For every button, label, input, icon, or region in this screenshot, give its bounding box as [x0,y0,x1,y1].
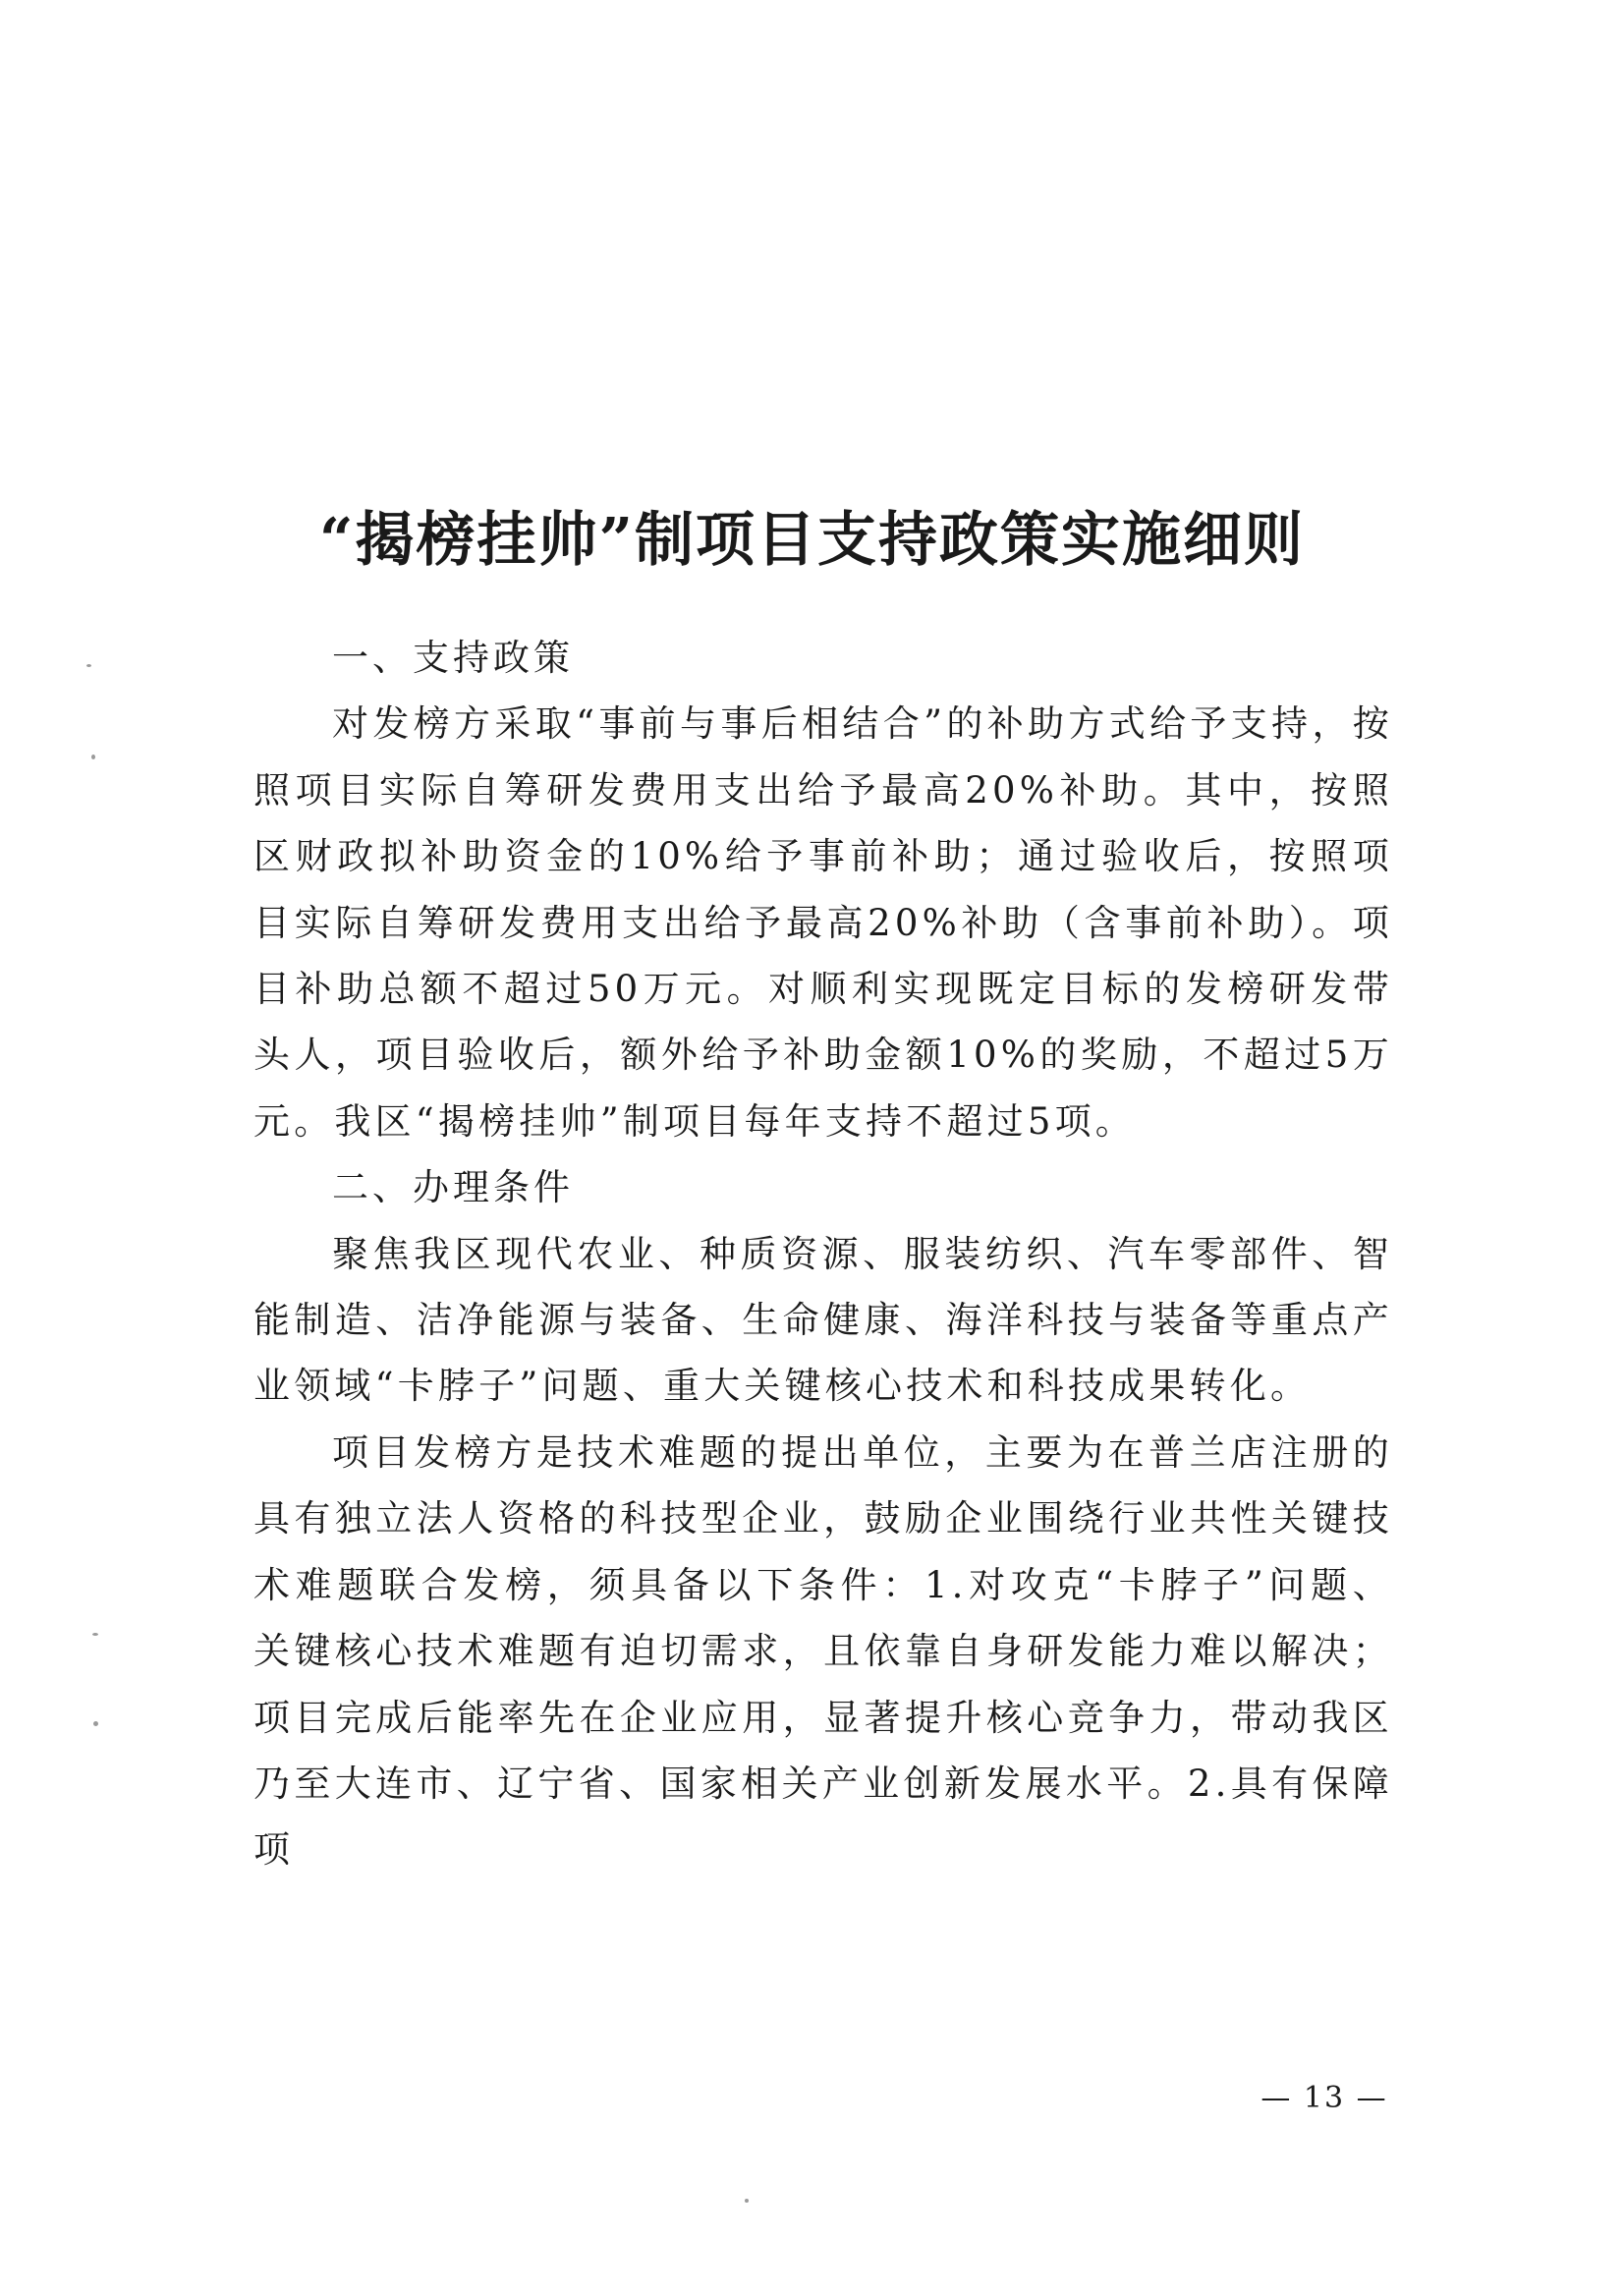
scan-speck [93,1721,98,1726]
page-number: — 13 — [1260,2081,1388,2115]
scan-speck [91,755,95,759]
scan-speck [745,2199,749,2203]
section-heading-policy: 一、支持政策 [332,637,574,679]
scan-speck [86,664,91,667]
paragraph-policy: 对发榜方采取“事前与事后相结合”的补助方式给予支持，按照项目实际自筹研发费用支出给予最高20%补助。其中，按照区财政拟补助资金的10%给予事前补助；通过验收后，按照项目实际自筹研发费用支出给予最高20%补助（含事前补助）。项目补助总额不超过50万元。对顺利实现既定目标的发榜研发带头人，项目验收后，额外给予补助金额10%的奖励，不超过5万元。我区“揭榜挂帅”制项目每年支持不超过5项。 [253,702,1393,1143]
scan-speck [92,1633,98,1636]
paragraph-focus-industries: 聚焦我区现代农业、种质资源、服装纺织、汽车零部件、智能制造、洁净能源与装备、生命健康、海洋科技与装备等重点产业领域“卡脖子”问题、重大关键核心技术和科技成果转化。 [253,1232,1393,1408]
section-heading-conditions: 二、办理条件 [332,1166,574,1209]
paragraph-issuer-requirements: 项目发榜方是技术难题的提出单位，主要为在普兰店注册的具有独立法人资格的科技型企业，鼓励企业围绕行业共性关键技术难题联合发榜，须具备以下条件：1.对攻克“卡脖子”问题、关键核心技术难题有迫切需求，且依靠自身研发能力难以解决；项目完成后能率先在企业应用，显著提升核心竞争力，带动我区乃至大连市、辽宁省、国家相关产业创新发展水平。2.具有保障项 [253,1430,1393,1872]
document-title: “揭榜挂帅”制项目支持政策实施细则 [318,506,1306,576]
document-body [253,625,1393,1883]
